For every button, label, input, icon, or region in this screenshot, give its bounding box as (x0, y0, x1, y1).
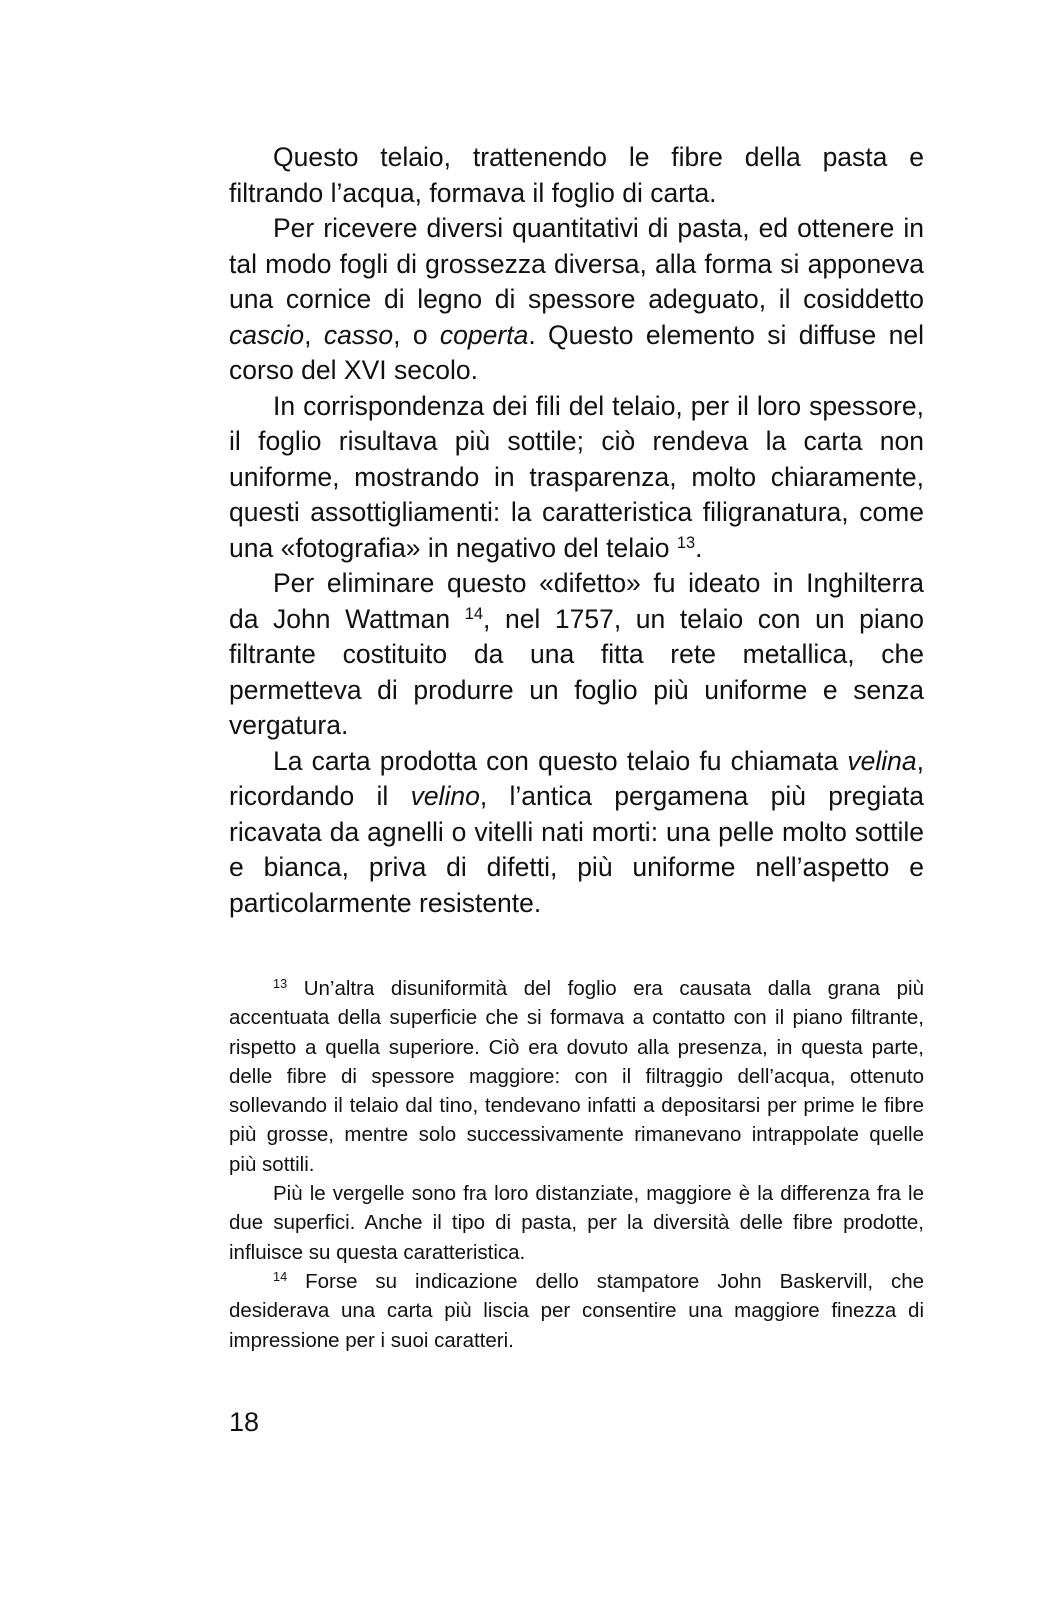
paragraph-4 (229, 566, 924, 744)
footnote-ref-14[interactable]: 14 (464, 604, 484, 623)
term-cascio: cascio (229, 319, 305, 350)
footnote-14-number: 14 (273, 1268, 288, 1284)
paragraph-2-text-b: . Questo elemento si diffuse nel corso del XVI secolo. (229, 319, 925, 385)
footnote-14-text: Forse su indicazione dello stampatore John Baskervill, che desiderava una carta più liscia per consentire una maggiore finezza di impressione per i suoi caratteri. (229, 1269, 924, 1352)
paragraph-1 (229, 140, 924, 211)
term-coperta: coperta (439, 319, 529, 350)
paragraph-5-text-c: , l’antica pergamena più pregiata ricavata da agnelli o vitelli nati morti: una pelle molto sottile e bianca, priva di difetti, più uniforme nell’aspetto e particolarmente resistente. (229, 781, 924, 918)
paragraph-3 (229, 389, 924, 567)
paragraph-3-text-a: In corrispondenza dei fili del telaio, per il loro spessore, il foglio risultava più sottile; ciò rendeva la carta non uniforme, mostrando in trasparenza, molto chiaramente, questi assottigliamenti: la caratteristica filigranatura, come una «fotografia» in negativo del telaio (229, 390, 924, 563)
paragraph-1-text: Questo telaio, trattenendo le fibre della pasta e filtrando l’acqua, formava il foglio di carta. (229, 142, 924, 208)
footnote-13-number: 13 (273, 976, 288, 992)
footnote-ref-13[interactable]: 13 (676, 533, 696, 552)
footnote-13 (229, 974, 924, 1179)
footnote-14 (229, 1267, 924, 1355)
footnote-13-text: Un’altra disuniformità del foglio era causata dalla grana più accentuata della superficie che si formava a contatto con il piano filtrante, rispetto a quella superiore. Ciò era dovuto alla presenza, in questa parte, delle fibre di spessore maggiore: con il filtraggio dell’acqua, ottenuto sollevando il telaio dal tino, tendevano infatti a depositarsi per prime le fibre più grosse, mentre solo successivamente rimanevano intrappolate quelle più sottili. (229, 977, 924, 1176)
paragraph-5-text-a: La carta prodotta con questo telaio fu chiamata (273, 745, 848, 776)
paragraph-5 (229, 744, 924, 922)
page-number: 18 (229, 1407, 260, 1437)
paragraph-2 (229, 211, 924, 389)
paragraph-4-text-a: Per eliminare questo «difetto» fu ideato in Inghilterra da John Wattman (229, 568, 924, 634)
term-velino: velino (410, 781, 480, 811)
main-text (229, 140, 924, 921)
footnote-13-continuation-text: Più le vergelle sono fra loro distanziate, maggiore è la differenza fra le due superfici. Anche il tipo di pasta, per la diversità delle fibre prodotte, influisce su questa caratteristica. (229, 1182, 924, 1264)
paragraph-2-sep-1: , (304, 319, 324, 350)
footnote-13-continuation (229, 1179, 924, 1267)
term-velina: velina (847, 745, 917, 776)
footnotes (229, 974, 924, 1355)
paragraph-4-text-b: , nel 1757, un telaio con un piano filtrante costituito da una fitta rete metallica, che permetteva di produrre un foglio più uniforme e senza vergatura. (229, 603, 924, 740)
paragraph-3-text-b: . (695, 532, 703, 563)
paragraph-2-text-a: Per ricevere diversi quantitativi di pasta, ed ottenere in tal modo fogli di grossezza diversa, alla forma si apponeva una cornice di legno di spessore adeguato, il cosiddetto (229, 213, 924, 314)
term-casso: casso (323, 319, 394, 350)
paragraph-5-text-b: , ricordando il (229, 745, 924, 811)
paragraph-2-sep-2: , o (393, 319, 440, 350)
